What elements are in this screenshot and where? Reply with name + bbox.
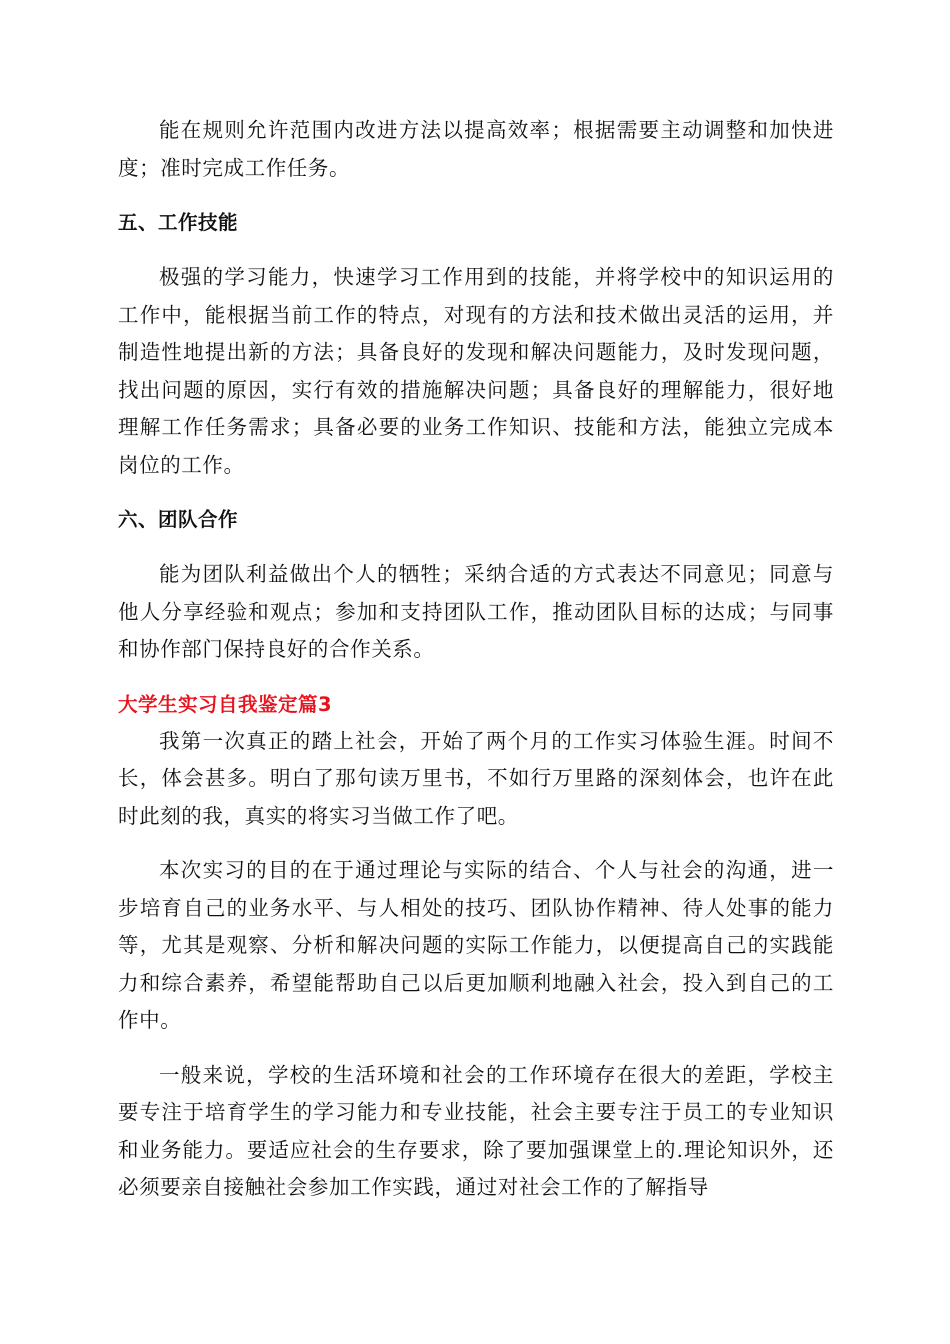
heading-self-assessment-3: 大学生实习自我鉴定篇3: [118, 692, 333, 716]
paragraph-intro: 能在规则允许范围内改进方法以提高效率；根据需要主动调整和加快进度；准时完成工作任务。: [118, 118, 834, 180]
paragraph-internship-start: 我第一次真正的踏上社会，开始了两个月的工作实习体验生涯。时间不长，体会甚多。明白了那句读万里书，不如行万里路的深刻体会，也许在此时此刻的我，真实的将实习当做工作了吧。: [118, 728, 834, 828]
paragraph-school-vs-society: 一般来说，学校的生活环境和社会的工作环境存在很大的差距，学校主要专注于培育学生的学习能力和专业技能，社会主要专注于员工的专业知识和业务能力。要适应社会的生存要求，除了要加强课堂上的.理论知识外，还必须要亲自接触社会参加工作实践，通过对社会工作的了解指导: [118, 1062, 834, 1199]
heading-teamwork: 六、团队合作: [118, 508, 239, 531]
document-body: [118, 112, 834, 1224]
paragraph-teamwork: 能为团队利益做出个人的牺牲；采纳合适的方式表达不同意见；同意与他人分享经验和观点；参加和支持团队工作，推动团队目标的达成；与同事和协作部门保持良好的合作关系。: [118, 562, 834, 661]
heading-work-skills: 五、工作技能: [118, 211, 239, 234]
paragraph-work-skills: 极强的学习能力，快速学习工作用到的技能，并将学校中的知识运用的工作中，能根据当前工作的特点，对现有的方法和技术做出灵活的运用，并制造性地提出新的方法；具备良好的发现和解决问题能力，及时发现问题，找出问题的原因，实行有效的措施解决问题；具备良好的理解能力，很好地理解工作任务需求；具备必要的业务工作知识、技能和方法，能独立完成本岗位的工作。: [118, 265, 834, 477]
paragraph-internship-purpose: 本次实习的目的在于通过理论与实际的结合、个人与社会的沟通，进一步培育自己的业务水平、与人相处的技巧、团队协作精神、待人处事的能力等，尤其是观察、分析和解决问题的实际工作能力，以便提高自己的实践能力和综合素养，希望能帮助自己以后更加顺利地融入社会，投入到自己的工作中。: [118, 858, 834, 1032]
